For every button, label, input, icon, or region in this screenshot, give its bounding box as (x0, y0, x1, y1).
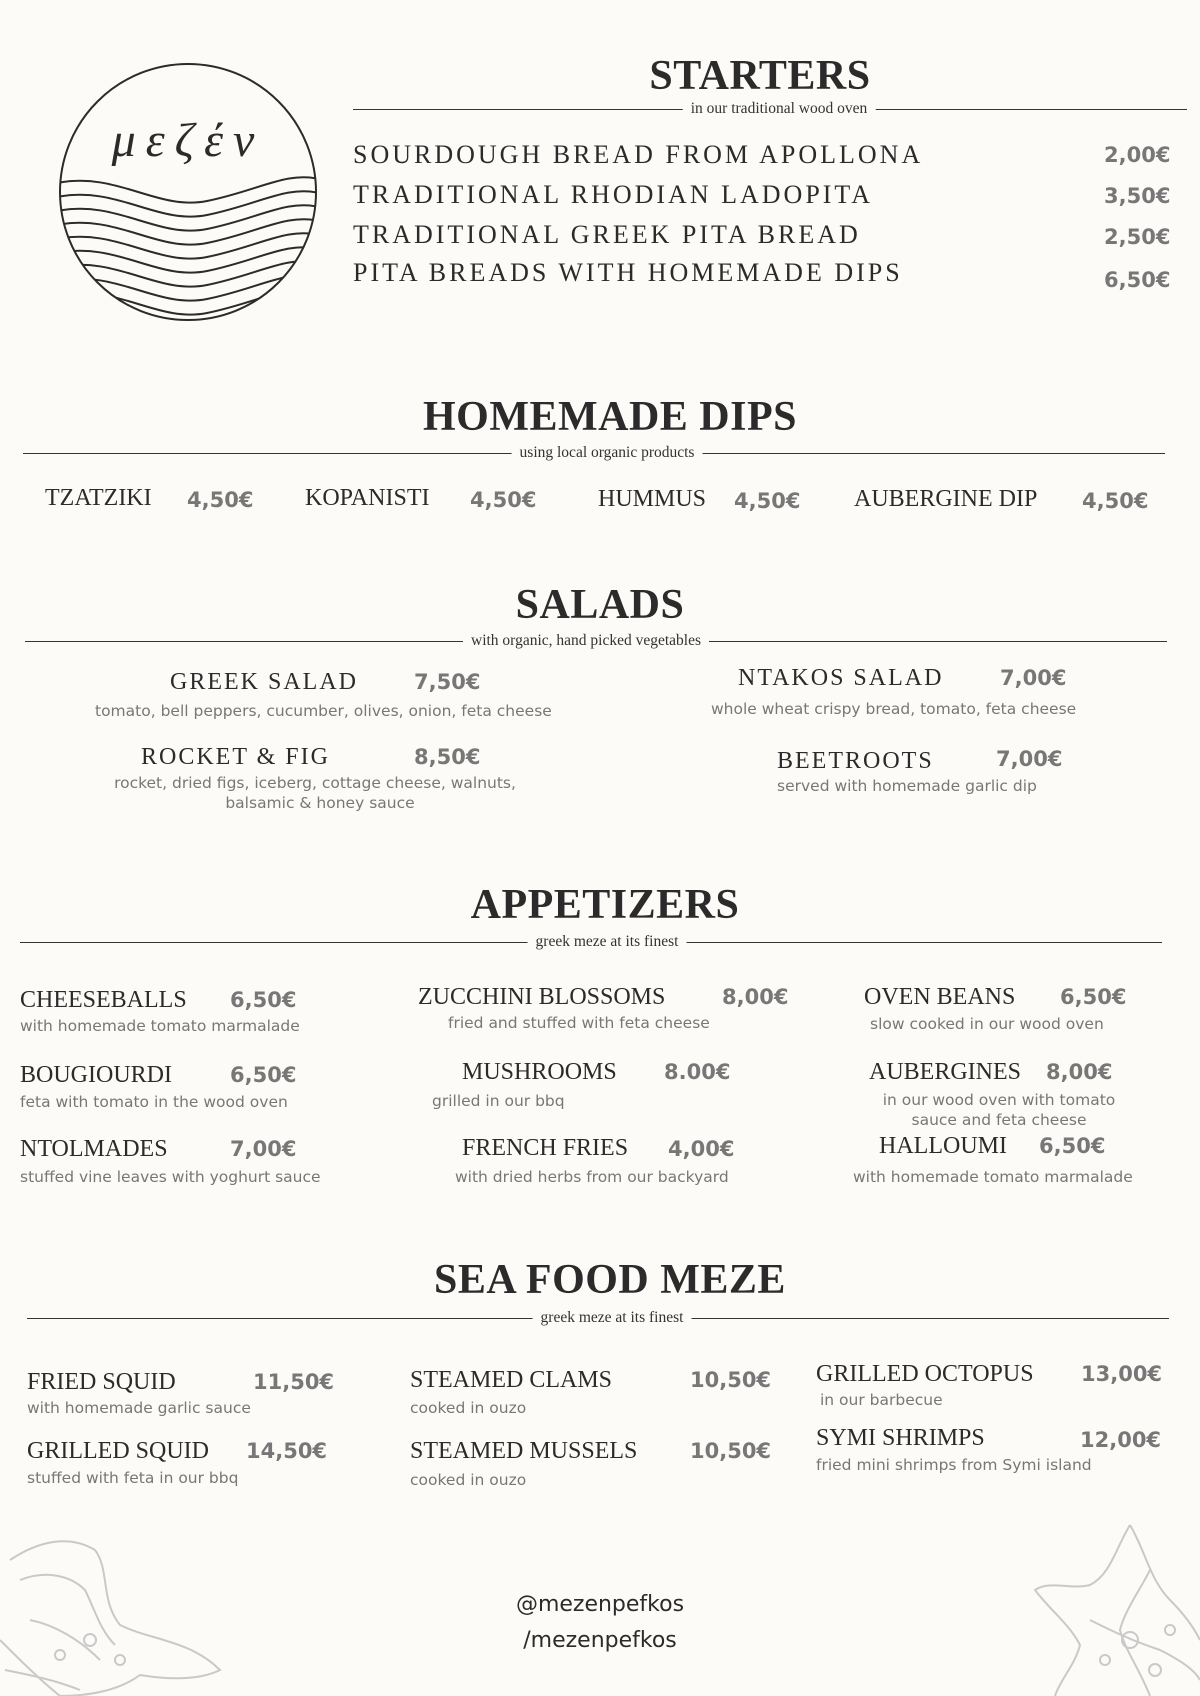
dip-item-name: HUMMUS (598, 486, 707, 512)
appetizer-item-price: 6,50€ (230, 988, 297, 1012)
appetizers-title: APPETIZERS (470, 882, 740, 928)
seafood-title: SEA FOOD MEZE (434, 1257, 786, 1303)
salad-item-description: whole wheat crispy bread, tomato, feta cheese (711, 700, 1077, 718)
appetizer-item-price: 6,50€ (1039, 1134, 1106, 1158)
appetizer-item-description: stuffed vine leaves with yoghurt sauce (20, 1168, 321, 1186)
starter-item-name: TRADITIONAL GREEK PITA BREAD (353, 220, 861, 249)
appetizer-item-name: OVEN BEANS (864, 984, 1016, 1010)
dip-item-name: KOPANISTI (305, 485, 430, 511)
logo (57, 61, 319, 323)
seafood-item-description: in our barbecue (820, 1391, 943, 1409)
starfish-right-icon (1030, 1520, 1200, 1696)
seafood-subtitle: greek meze at its finest (533, 1309, 692, 1327)
appetizer-item-price: 4,00€ (668, 1137, 735, 1161)
appetizer-item-description: with dried herbs from our backyard (455, 1168, 729, 1186)
appetizers-subtitle: greek meze at its finest (528, 933, 687, 951)
dip-item-price: 4,50€ (187, 488, 254, 512)
salads-title: SALADS (515, 582, 685, 628)
seafood-item-price: 11,50€ (253, 1370, 335, 1394)
appetizer-item-description: with homemade tomato marmalade (20, 1017, 300, 1035)
salad-item-price: 7,00€ (1000, 666, 1067, 690)
seafood-item-description: with homemade garlic sauce (27, 1399, 251, 1417)
appetizer-item-price: 8.00€ (664, 1060, 731, 1084)
seafood-item-description: stuffed with feta in our bbq (27, 1469, 239, 1487)
dip-item-name: AUBERGINE DIP (854, 486, 1038, 512)
appetizer-item-description: fried and stuffed with feta cheese (448, 1014, 710, 1032)
seafood-item-price: 12,00€ (1080, 1428, 1162, 1452)
salad-item-name: GREEK SALAD (170, 669, 358, 695)
appetizer-item-description-line2: sauce and feta cheese (911, 1111, 1087, 1129)
appetizer-item-name: MUSHROOMS (462, 1059, 617, 1085)
appetizer-item-description: slow cooked in our wood oven (870, 1015, 1104, 1033)
starter-item-price: 6,50€ (1104, 268, 1171, 292)
appetizer-item-name: BOUGIOURDI (20, 1062, 172, 1088)
starters-subtitle: in our traditional wood oven (683, 100, 876, 118)
appetizer-item-price: 8,00€ (722, 985, 789, 1009)
salad-item-name: NTAKOS SALAD (738, 665, 944, 691)
appetizer-item-description: grilled in our bbq (432, 1092, 565, 1110)
appetizer-item-price: 8,00€ (1046, 1060, 1113, 1084)
seafood-item-name: SYMI SHRIMPS (816, 1425, 985, 1451)
starters-title: STARTERS (649, 53, 871, 99)
salad-item-name: ROCKET & FIG (141, 744, 330, 770)
appetizer-item-description: with homemade tomato marmalade (853, 1168, 1133, 1186)
appetizer-item-name: HALLOUMI (879, 1133, 1007, 1159)
seafood-item-price: 14,50€ (246, 1439, 328, 1463)
salad-item-description: rocket, dried figs, iceberg, cottage cheese, walnuts, (114, 774, 516, 792)
dip-item-price: 4,50€ (734, 489, 801, 513)
starter-item-price: 2,00€ (1104, 143, 1171, 167)
starfish-left-icon (0, 1530, 230, 1696)
seafood-item-description: cooked in ouzo (410, 1471, 527, 1489)
salad-item-price: 7,50€ (414, 670, 481, 694)
seafood-item-price: 10,50€ (690, 1439, 772, 1463)
seafood-item-name: FRIED SQUID (27, 1369, 176, 1395)
appetizer-item-description: in our wood oven with tomato (882, 1091, 1116, 1109)
appetizer-item-name: NTOLMADES (20, 1136, 168, 1162)
dip-item-name: TZATZIKI (45, 485, 152, 511)
seafood-item-name: GRILLED SQUID (27, 1438, 209, 1464)
appetizer-item-name: ZUCCHINI BLOSSOMS (418, 984, 666, 1010)
starter-item-price: 3,50€ (1104, 184, 1171, 208)
instagram-handle[interactable]: @mezenpefkos (515, 1592, 685, 1617)
logo-text: μεζέν (111, 114, 265, 167)
seafood-item-name: STEAMED CLAMS (410, 1367, 613, 1393)
seafood-item-name: GRILLED OCTOPUS (816, 1361, 1034, 1387)
appetizer-item-name: AUBERGINES (869, 1059, 1022, 1085)
seafood-item-price: 13,00€ (1081, 1362, 1163, 1386)
salad-item-name: BEETROOTS (777, 748, 934, 774)
dip-item-price: 4,50€ (1082, 489, 1149, 513)
salad-item-price: 7,00€ (996, 747, 1063, 771)
wave-lines-icon (57, 177, 319, 323)
appetizer-item-price: 6,50€ (1060, 985, 1127, 1009)
starter-item-name: TRADITIONAL RHODIAN LADOPITA (353, 180, 874, 209)
seafood-item-description: fried mini shrimps from Symi island (816, 1456, 1092, 1474)
seafood-item-price: 10,50€ (690, 1368, 772, 1392)
starter-item-price: 2,50€ (1104, 225, 1171, 249)
salad-item-price: 8,50€ (414, 745, 481, 769)
starter-item-name: PITA BREADS WITH HOMEMADE DIPS (353, 258, 903, 287)
dips-subtitle: using local organic products (512, 444, 703, 462)
appetizer-item-price: 7,00€ (230, 1137, 297, 1161)
salad-item-description-line2: balsamic & honey sauce (225, 794, 415, 812)
appetizer-item-name: FRENCH FRIES (462, 1135, 629, 1161)
salads-subtitle: with organic, hand picked vegetables (463, 632, 709, 650)
salad-item-description: served with homemade garlic dip (777, 777, 1037, 795)
dips-title: HOMEMADE DIPS (423, 394, 797, 440)
dip-item-price: 4,50€ (470, 488, 537, 512)
salad-item-description: tomato, bell peppers, cucumber, olives, onion, feta cheese (95, 702, 552, 720)
seafood-item-description: cooked in ouzo (410, 1399, 527, 1417)
appetizer-item-description: feta with tomato in the wood oven (20, 1093, 288, 1111)
seafood-item-name: STEAMED MUSSELS (410, 1438, 638, 1464)
appetizer-item-price: 6,50€ (230, 1063, 297, 1087)
facebook-handle[interactable]: /mezenpefkos (523, 1628, 677, 1653)
starter-item-name: SOURDOUGH BREAD FROM APOLLONA (353, 140, 924, 169)
appetizer-item-name: CHEESEBALLS (20, 987, 187, 1013)
